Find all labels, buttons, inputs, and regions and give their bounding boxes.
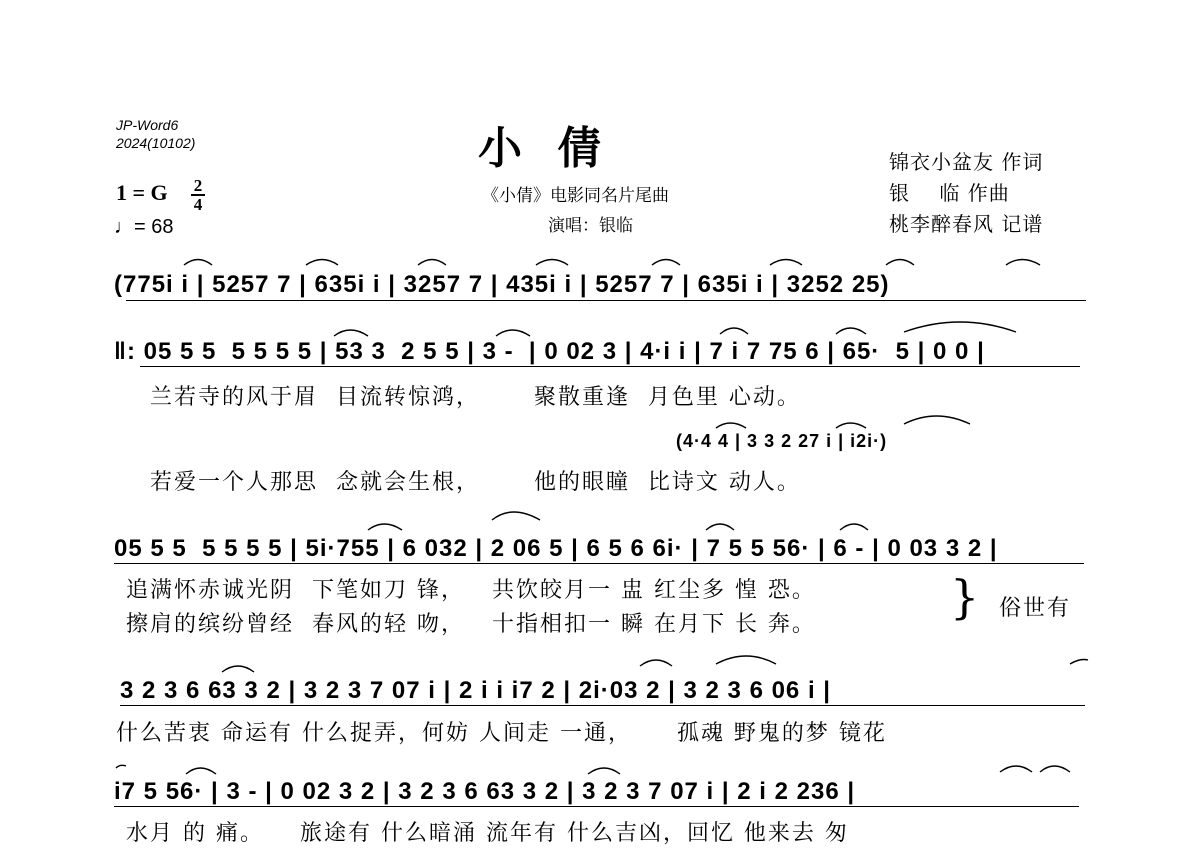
slur-mark	[222, 666, 254, 672]
slur-mark	[720, 328, 748, 334]
score-line-2-notes: ‖: 05 5 5 5 5 5 5 | 53 3 2 5 5 | 3 - | 0 02 3 | 4·i i | 7 i 7 75 6 | 65· 5 | 0 0 |	[114, 338, 985, 365]
time-numerator: 2	[193, 176, 203, 195]
lyrics-line-4: 什么苦衷 命运有 什么捉弄，何妨 人间走 一通， 孤魂 野鬼的梦 镜花	[116, 721, 887, 746]
slur-mark	[1000, 766, 1032, 772]
slur-mark	[840, 524, 868, 530]
slur-mark	[886, 260, 914, 266]
slur-mark	[904, 416, 970, 424]
slur-mark	[496, 330, 530, 336]
slur-mark	[770, 260, 802, 266]
slur-mark	[186, 768, 216, 774]
interlude-notes: (4·4 4 | 3 3 2 27 i | i2i·)	[676, 431, 888, 451]
slur-mark	[536, 260, 568, 266]
score-line-3-notes: 05 5 5 5 5 5 5 | 5i·755 | 6 032 | 2 06 5 | 6 5 6 6i· | 7 5 5 56· | 6 - | 0 03 3 2 |	[114, 535, 998, 562]
software-name: JP-Word6	[116, 117, 179, 133]
slur-mark	[1070, 660, 1088, 665]
lyrics-line-3-shared: 俗世有	[999, 596, 1072, 621]
slur-mark	[904, 322, 1016, 332]
slur-mark	[368, 524, 402, 530]
slur-mark	[652, 260, 680, 266]
tempo-value: = 68	[134, 216, 174, 238]
lyricist-credit: 锦衣小盆友 作词	[889, 150, 1044, 174]
composer-credit: 银 临 作曲	[889, 181, 1010, 205]
lyrics-line-3-verse-1: 追满怀赤诚光阴 下笔如刀 锋， 共饮皎月一 盅 红尘多 惶 恐。	[126, 578, 816, 603]
slur-mark	[418, 260, 446, 266]
slur-mark	[640, 660, 672, 666]
quarter-note-icon: ♩	[114, 216, 134, 238]
slur-mark	[836, 328, 866, 334]
time-denominator: 4	[193, 195, 203, 214]
score-line-4-notes: 3 2 3 6 63 3 2 | 3 2 3 7 07 i | 2 i i i7 2 | 2i·03 2 | 3 2 3 6 06 i |	[120, 677, 831, 704]
transcriber-credit: 桃李醉春风 记谱	[889, 212, 1044, 236]
slur-mark	[116, 765, 126, 768]
slur-mark	[334, 330, 368, 336]
lyrics-line-2-verse-2: 若爱一个人那思 念就会生根， 他的眼瞳 比诗文 动人。	[150, 470, 801, 495]
slur-mark	[706, 524, 734, 530]
key-signature: 1 = G	[116, 180, 168, 205]
slur-mark	[1040, 766, 1070, 772]
page-title: 小 倩	[478, 123, 612, 174]
lyrics-line-3-verse-2: 擦肩的缤纷曾经 春风的轻 吻， 十指相扣一 瞬 在月下 长 奔。	[126, 612, 816, 637]
slur-mark	[836, 423, 866, 428]
slur-mark	[184, 260, 212, 266]
software-version: 2024(10102)	[116, 135, 196, 151]
slur-mark	[716, 656, 776, 664]
slur-mark	[588, 768, 620, 774]
subtitle: 《小倩》电影同名片尾曲	[482, 186, 669, 206]
lyrics-line-2-verse-1: 兰若寺的风于眉 目流转惊鸿， 聚散重逢 月色里 心动。	[150, 385, 801, 410]
verse-brace: }	[950, 570, 980, 624]
slur-mark	[1006, 260, 1040, 266]
lyrics-line-5: 水月 的 痛。 旅途有 什么暗涌 流年有 什么吉凶，回忆 他来去 匆	[126, 821, 849, 846]
score-line-1-notes: (775i i | 5257 7 | 635i i | 3257 7 | 435i i | 5257 7 | 635i i | 3252 25)	[114, 271, 890, 298]
slur-mark	[492, 512, 540, 520]
performer: 演唱：银临	[548, 216, 633, 236]
slur-mark	[306, 260, 338, 266]
slur-mark	[716, 423, 746, 428]
score-line-5-notes: i7 5 56· | 3 - | 0 02 3 2 | 3 2 3 6 63 3 2 | 3 2 3 7 07 i | 2 i 2 236 |	[114, 778, 856, 805]
